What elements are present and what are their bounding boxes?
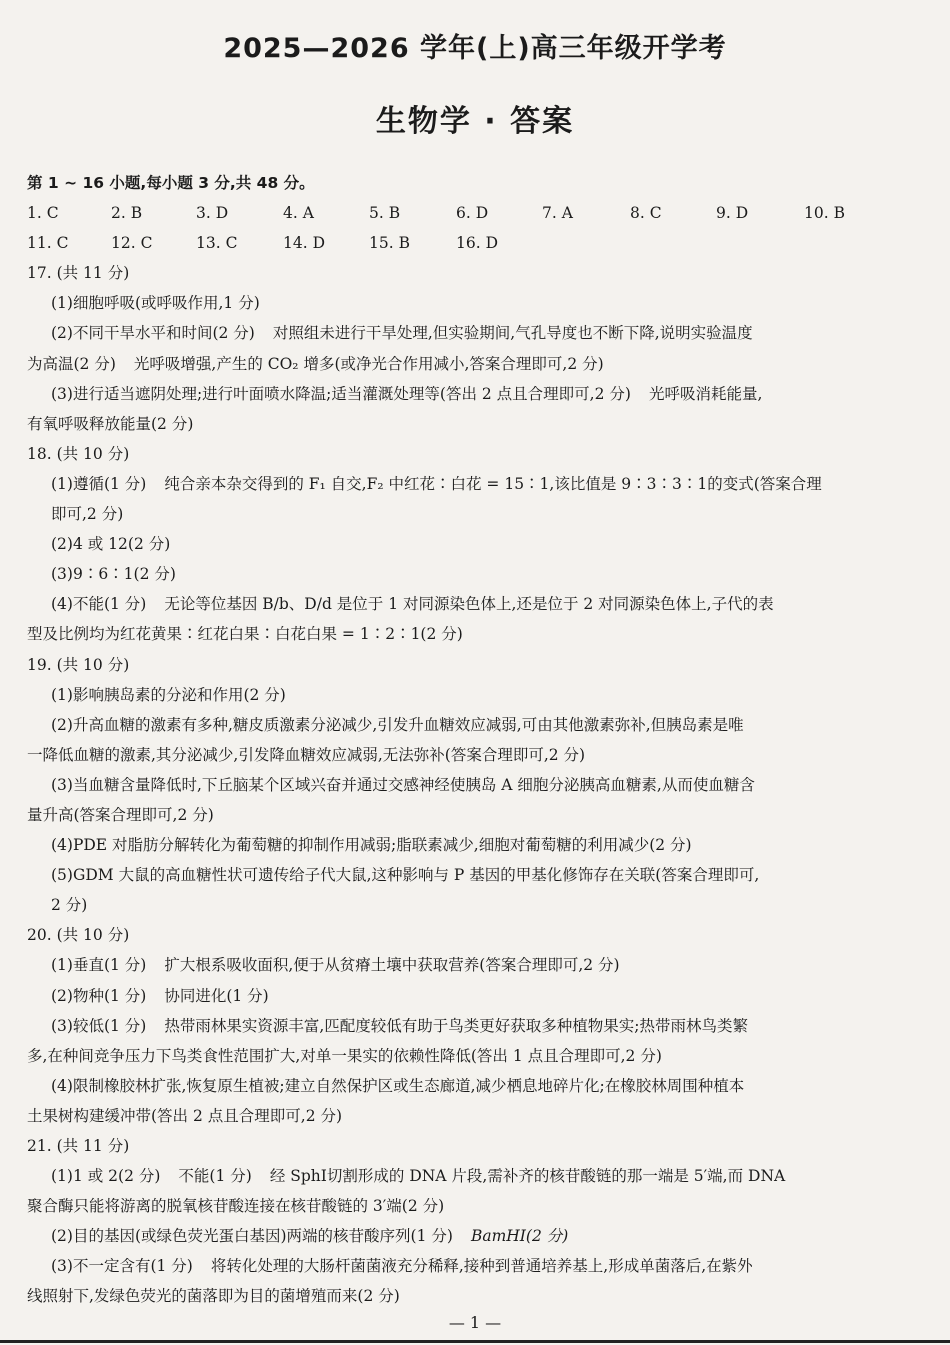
mcq-answer: 8. C xyxy=(630,204,662,223)
q17-part-1: (1)细胞呼吸(或呼吸作用,1 分) xyxy=(51,294,260,313)
q17-part-2 xyxy=(27,318,932,348)
mcq-header: 第 1 ~ 16 小题,每小题 3 分,共 48 分。 xyxy=(27,174,315,192)
mcq-answer: 3. D xyxy=(196,204,229,223)
q19-part-2-cont: 一降低血糖的激素,其分泌减少,引发降血糖效应减弱,无法弥补(答案合理即可,2 分) xyxy=(27,745,586,764)
q21-part-1-answer-2: 不能(1 分) xyxy=(178,1167,252,1186)
mcq-answer: 1. C xyxy=(27,204,59,223)
q17-part-2-answer: (2)不同干旱水平和时间(2 分) xyxy=(51,324,255,343)
q18-part-4-explanation: 无论等位基因 B/b、D/d 是位于 1 对同源染色体上,还是位于 2 对同源染色体上,子代的表 xyxy=(164,595,774,614)
q18-part-1-explanation: 纯合亲本杂交得到的 F₁ 自交,F₂ 中红花∶白花 = 15∶1,该比值是 9∶3∶3∶1的变式(答案合理 xyxy=(164,474,822,493)
q20-part-3 xyxy=(27,1011,932,1041)
q18-part-4-answer: (4)不能(1 分) xyxy=(51,595,147,614)
answer-content xyxy=(27,168,932,1312)
q19-part-1: (1)影响胰岛素的分泌和作用(2 分) xyxy=(51,685,286,704)
q20-part-4-cont: 土果树构建缓冲带(答出 2 点且合理即可,2 分) xyxy=(27,1106,343,1125)
q17-part-2-explanation: 对照组未进行干旱处理,但实验期间,气孔导度也不断下降,说明实验温度 xyxy=(272,324,753,343)
q18-part-2: (2)4 或 12(2 分) xyxy=(51,535,171,554)
q20-part-1-answer: (1)垂直(1 分) xyxy=(51,956,147,975)
q21-part-2 xyxy=(27,1221,932,1251)
mcq-answer: 6. D xyxy=(456,204,489,223)
mcq-row-2 xyxy=(27,228,932,258)
q20-part-2-answer-2: 协同进化(1 分) xyxy=(164,986,269,1005)
q19-part-5: (5)GDM 大鼠的高血糖性状可遗传给子代大鼠,这种影响与 P 基因的甲基化修饰存在关联(答案合理即可, xyxy=(51,866,760,885)
mcq-answer: 14. D xyxy=(283,234,326,253)
q18-part-3: (3)9∶6∶1(2 分) xyxy=(51,565,176,584)
mcq-answer: 11. C xyxy=(27,234,69,253)
mcq-answer: 16. D xyxy=(456,234,499,253)
q20-part-1 xyxy=(27,950,932,980)
question-17-header: 17. (共 11 分) xyxy=(27,264,130,283)
q17-part-2-answer-cont: 为高温(2 分) xyxy=(27,354,116,373)
q18-part-1 xyxy=(27,469,932,499)
q18-part-1-cont: 即可,2 分) xyxy=(51,505,124,524)
question-19-header: 19. (共 10 分) xyxy=(27,655,130,674)
q20-part-3-cont: 多,在种间竞争压力下鸟类食性范围扩大,对单一果实的依赖性降低(答出 1 点且合理即可,2 分) xyxy=(27,1046,662,1065)
q17-part-2-cont xyxy=(27,349,932,379)
q19-part-5-cont: 2 分) xyxy=(51,896,88,915)
q17-part-3-explanation: 光呼吸消耗能量, xyxy=(648,384,763,403)
q21-part-3-cont: 线照射下,发绿色荧光的菌落即为目的菌增殖而来(2 分) xyxy=(27,1287,400,1306)
q17-part-2-explanation-2: 光呼吸增强,产生的 CO₂ 增多(或净光合作用减小,答案合理即可,2 分) xyxy=(133,354,604,373)
q20-part-1-explanation: 扩大根系吸收面积,便于从贫瘠土壤中获取营养(答案合理即可,2 分) xyxy=(164,956,620,975)
q21-part-3-answer: (3)不一定含有(1 分) xyxy=(51,1257,193,1276)
bottom-rule xyxy=(0,1340,950,1343)
question-20-header: 20. (共 10 分) xyxy=(27,926,130,945)
question-21-header: 21. (共 11 分) xyxy=(27,1137,130,1155)
q18-part-1-answer: (1)遵循(1 分) xyxy=(51,474,147,493)
q20-part-3-answer: (3)较低(1 分) xyxy=(51,1016,147,1035)
q17-part-3 xyxy=(27,379,932,409)
mcq-answer: 9. D xyxy=(716,204,749,223)
exam-title: 2025—2026 学年(上)高三年级开学考 xyxy=(223,33,727,64)
mcq-answer: 13. C xyxy=(196,234,238,253)
q17-part-3-answer: (3)进行适当遮阴处理;进行叶面喷水降温;适当灌溉处理等(答出 2 点且合理即可,2 分) xyxy=(51,384,631,403)
mcq-answer: 2. B xyxy=(111,204,143,223)
q21-part-1-answer: (1)1 或 2(2 分) xyxy=(51,1167,161,1186)
q19-part-3: (3)当血糖含量降低时,下丘脑某个区域兴奋并通过交感神经使胰岛 A 细胞分泌胰高血糖素,从而使血糖含 xyxy=(51,775,755,794)
mcq-answer: 4. A xyxy=(283,204,314,223)
q19-part-4: (4)PDE 对脂肪分解转化为葡萄糖的抑制作用减弱;脂联素减少,细胞对葡萄糖的利用减少(2 分) xyxy=(51,836,692,855)
q18-part-4-cont: 型及比例均为红花黄果∶红花白果∶白花白果 = 1∶2∶1(2 分) xyxy=(27,625,463,644)
q21-part-1-explanation: 经 SphⅠ切割形成的 DNA 片段,需补齐的核苷酸链的那一端是 5′端,而 DNA xyxy=(269,1167,786,1186)
q20-part-2 xyxy=(27,981,932,1011)
q21-part-1 xyxy=(27,1161,932,1191)
page-number: — 1 — xyxy=(448,1313,502,1332)
q21-part-3-explanation: 将转化处理的大肠杆菌菌液充分稀释,接种到普通培养基上,形成单菌落后,在紫外 xyxy=(210,1257,753,1276)
q17-part-3-cont: 有氧呼吸释放能量(2 分) xyxy=(27,414,194,433)
question-18-header: 18. (共 10 分) xyxy=(27,444,130,463)
q18-part-4 xyxy=(27,589,932,619)
subject-title: 生物学 · 答案 xyxy=(375,104,575,139)
mcq-answer: 15. B xyxy=(369,234,410,253)
mcq-answer: 10. B xyxy=(804,204,845,223)
mcq-answer: 7. A xyxy=(542,204,573,223)
q21-part-1-cont: 聚合酶只能将游离的脱氧核苷酸连接在核苷酸链的 3′端(2 分) xyxy=(27,1197,445,1216)
q19-part-2: (2)升高血糖的激素有多种,糖皮质激素分泌减少,引发升血糖效应减弱,可由其他激素弥补,但胰岛素是唯 xyxy=(51,715,744,734)
q21-part-2-answer: (2)目的基因(或绿色荧光蛋白基因)两端的核苷酸序列(1 分) xyxy=(51,1227,453,1246)
q20-part-3-explanation: 热带雨林果实资源丰富,匹配度较低有助于鸟类更好获取多种植物果实;热带雨林鸟类繁 xyxy=(164,1016,748,1035)
q19-part-3-cont: 量升高(答案合理即可,2 分) xyxy=(27,805,214,824)
q20-part-2-answer: (2)物种(1 分) xyxy=(51,986,147,1005)
mcq-answer: 5. B xyxy=(369,204,401,223)
mcq-row-1 xyxy=(27,198,932,228)
q21-part-3 xyxy=(27,1251,932,1281)
q20-part-4: (4)限制橡胶林扩张,恢复原生植被;建立自然保护区或生态廊道,减少栖息地碎片化;在橡胶林周围种植本 xyxy=(51,1076,745,1095)
mcq-answer: 12. C xyxy=(111,234,153,253)
q21-part-2-enzyme: BamHⅠ(2 分) xyxy=(470,1227,569,1246)
